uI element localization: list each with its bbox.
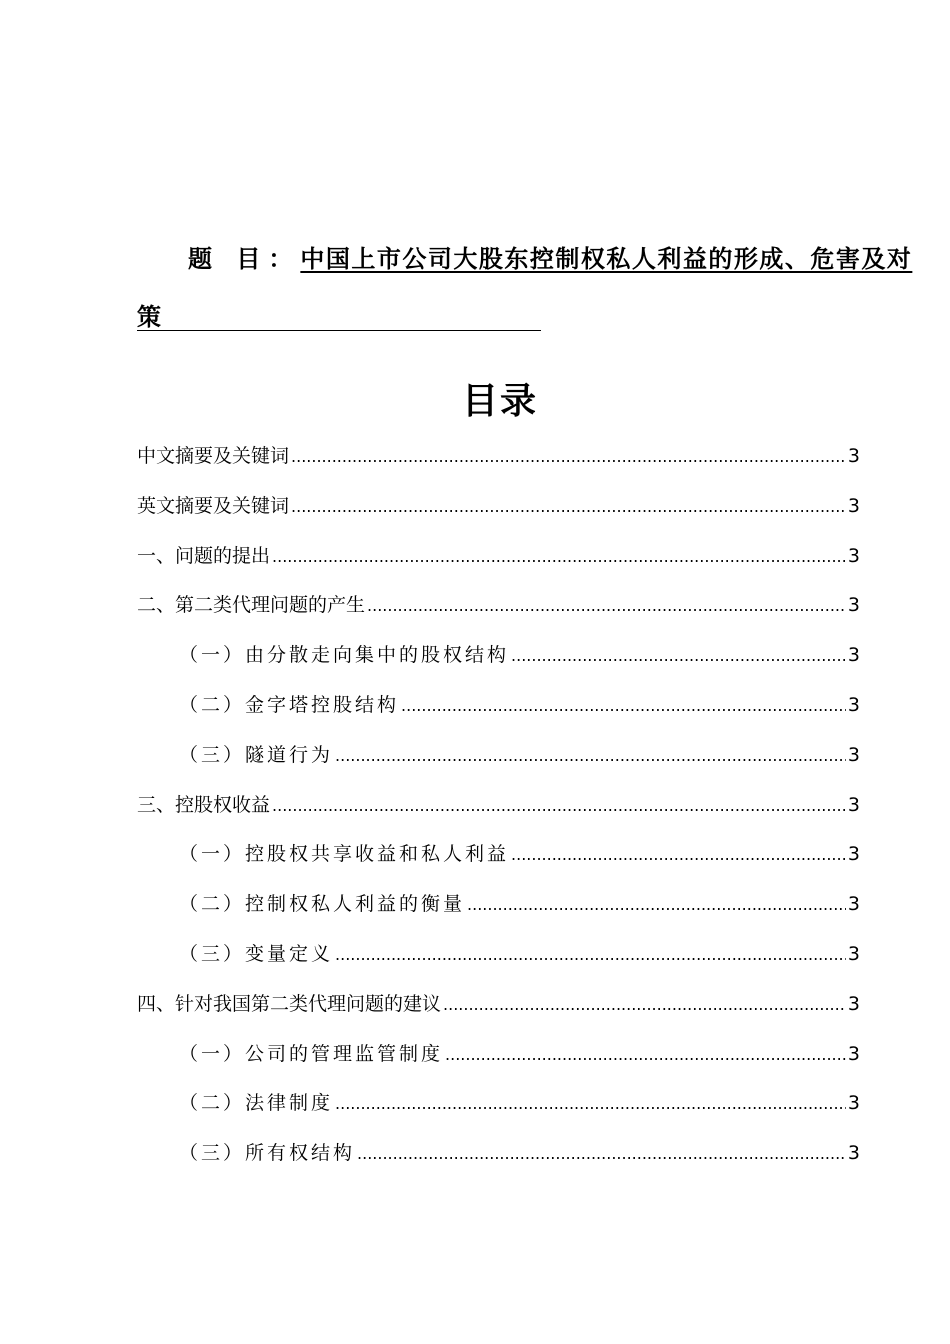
toc-dot-leader bbox=[272, 786, 846, 826]
toc-entry[interactable] bbox=[137, 1083, 860, 1133]
toc-dot-leader bbox=[511, 835, 846, 875]
toc-entry-label: （二）法律制度 bbox=[179, 1092, 334, 1115]
toc-dot-leader bbox=[357, 1134, 846, 1174]
toc-dot-leader bbox=[335, 736, 846, 776]
toc-heading: 目录 bbox=[461, 381, 538, 422]
toc-entry[interactable] bbox=[137, 735, 860, 785]
toc-entry[interactable] bbox=[137, 934, 860, 984]
toc-page-number: 3 bbox=[847, 1142, 860, 1165]
toc-entry-label: （一）由分散走向集中的股权结构 bbox=[179, 644, 510, 667]
title-label: 题 目： bbox=[188, 245, 301, 273]
toc-page-number: 3 bbox=[847, 445, 860, 467]
toc-dot-leader bbox=[467, 885, 846, 925]
toc-page-number: 3 bbox=[847, 594, 860, 617]
toc-entry-label: （三）变量定义 bbox=[179, 942, 334, 965]
title-text-line1: 中国上市公司大股东控制权私人利益的形成、危害及对 bbox=[300, 245, 913, 273]
toc-page-number: 3 bbox=[847, 1042, 860, 1065]
toc-dot-leader bbox=[335, 935, 846, 975]
toc-page-number: 3 bbox=[847, 494, 860, 517]
toc-dot-leader bbox=[511, 636, 846, 676]
toc-dot-leader bbox=[291, 437, 846, 477]
toc-page-number: 3 bbox=[847, 942, 860, 965]
toc-page-number: 3 bbox=[847, 843, 860, 866]
toc-dot-leader bbox=[291, 487, 846, 527]
toc-dot-leader bbox=[445, 1035, 846, 1075]
toc-page-number: 3 bbox=[847, 743, 860, 766]
toc-page-number: 3 bbox=[847, 793, 860, 816]
toc-entry-label: 四、针对我国第二类代理问题的建议 bbox=[137, 992, 442, 1015]
document-title bbox=[188, 242, 912, 276]
toc-entry-label: 英文摘要及关键词 bbox=[137, 494, 290, 517]
toc-entry[interactable] bbox=[137, 1133, 860, 1183]
title-text-line2: 策 bbox=[137, 302, 541, 331]
toc-page-number: 3 bbox=[847, 544, 860, 567]
toc-page-number: 3 bbox=[847, 1092, 860, 1115]
table-of-contents bbox=[137, 436, 860, 1183]
toc-entry[interactable] bbox=[137, 486, 860, 536]
toc-entry-label: （二）控制权私人利益的衡量 bbox=[179, 893, 466, 916]
toc-page-number: 3 bbox=[847, 992, 860, 1015]
toc-page-number: 3 bbox=[847, 693, 860, 716]
toc-entry[interactable] bbox=[137, 834, 860, 884]
toc-entry[interactable] bbox=[137, 884, 860, 934]
toc-entry[interactable] bbox=[137, 785, 860, 835]
toc-page-number: 3 bbox=[847, 644, 860, 667]
toc-page-number: 3 bbox=[847, 893, 860, 916]
toc-entry-label: 中文摘要及关键词 bbox=[137, 445, 290, 467]
toc-entry[interactable] bbox=[137, 635, 860, 685]
toc-entry[interactable] bbox=[137, 436, 860, 486]
toc-entry-label: （二）金字塔控股结构 bbox=[179, 693, 400, 716]
toc-entry[interactable] bbox=[137, 984, 860, 1034]
toc-entry-label: （三）所有权结构 bbox=[179, 1142, 356, 1165]
toc-dot-leader bbox=[443, 985, 846, 1025]
toc-entry-label: 二、第二类代理问题的产生 bbox=[137, 594, 366, 617]
toc-entry-label: （一）公司的管理监管制度 bbox=[179, 1042, 444, 1065]
toc-entry[interactable] bbox=[137, 1034, 860, 1084]
toc-dot-leader bbox=[367, 586, 846, 626]
toc-dot-leader bbox=[272, 537, 846, 577]
toc-entry[interactable] bbox=[137, 536, 860, 586]
toc-entry-label: 三、控股权收益 bbox=[137, 793, 271, 816]
toc-entry-label: （一）控股权共享收益和私人利益 bbox=[179, 843, 510, 866]
toc-entry[interactable] bbox=[137, 685, 860, 735]
toc-dot-leader bbox=[401, 686, 846, 726]
toc-dot-leader bbox=[335, 1084, 846, 1124]
toc-entry[interactable] bbox=[137, 585, 860, 635]
toc-entry-label: （三）隧道行为 bbox=[179, 743, 334, 766]
toc-entry-label: 一、问题的提出 bbox=[137, 544, 271, 567]
